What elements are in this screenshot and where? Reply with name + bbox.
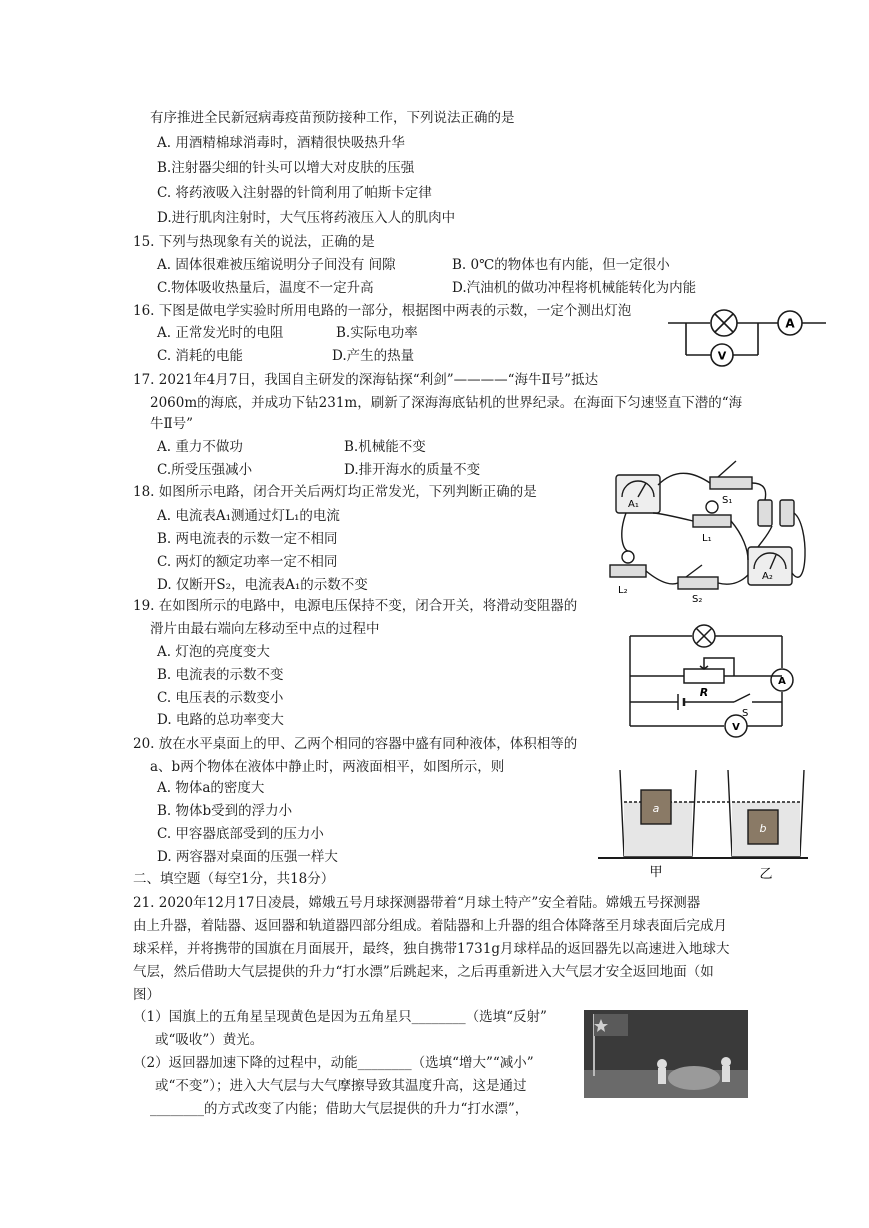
q16-option-b: B.实际电功率 [336, 325, 418, 341]
q19-option-c: C. 电压表的示数变小 [157, 690, 284, 706]
q14-option-c: C. 将药液吸入注射器的针筒利用了帕斯卡定律 [157, 185, 432, 201]
q19-stem-line1: 19. 在如图所示的电路中，电源电压保持不变，闭合开关，将滑动变阻器的 [133, 598, 578, 614]
q21-moon-photo [584, 1010, 748, 1098]
q18-option-a: A. 电流表A₁测通过灯L₁的电流 [157, 508, 340, 524]
q21-sub1-line2: 或“吸收”）黄光。 [155, 1032, 264, 1048]
q20-option-b: B. 物体b受到的浮力小 [157, 803, 293, 819]
q16-circuit-figure [668, 308, 826, 370]
q18-label-a2: A₂ [762, 571, 773, 582]
lamp-l2-icon [610, 565, 646, 577]
q16-option-a: A. 正常发光时的电阻 [157, 325, 284, 341]
q21-para-line4: 气层，然后借助大气层提供的升力“打水漂”后跳起来，之后再重新进入大气层才安全返回地面（如 [133, 964, 714, 980]
q16-voltmeter-label: V [717, 349, 727, 363]
q15-option-a: A. 固体很难被压缩说明分子间没有 间隙 [157, 257, 396, 273]
q18-option-c: C. 两灯的额定功率一定不相同 [157, 554, 338, 570]
q20-option-a: A. 物体a的密度大 [157, 780, 265, 796]
battery-icon [758, 500, 772, 526]
q18-label-l1: L₁ [702, 533, 712, 544]
q17-option-a: A. 重力不做功 [157, 439, 243, 455]
lamp-l1-icon [693, 515, 731, 527]
q20-stem-line2: a、b两个物体在液体中静止时，两液面相平，如图所示，则 [150, 759, 505, 775]
q17-option-d: D.排开海水的质量不变 [344, 462, 481, 478]
q21-para-line5: 图） [133, 987, 160, 1003]
section-2-heading: 二、填空题（每空1分，共18分） [133, 871, 335, 887]
q21-sub2-line1: （2）返回器加速下降的过程中，动能________（选填“增大”“减小” [133, 1055, 534, 1071]
q14-option-a: A. 用酒精棉球消毒时，酒精很快吸热升华 [157, 135, 405, 151]
q20-label-a: a [652, 802, 660, 815]
q19-label-voltmeter: V [732, 722, 740, 733]
q19-label-ammeter: A [778, 676, 786, 687]
q17-stem-line2: 2060m的海底，并成功下钻231m，刷新了深海海底钻机的世界纪录。在海面下匀速竖直下潜的“海 [150, 395, 743, 411]
switch-s1-icon [710, 477, 752, 489]
q18-circuit-figure [598, 455, 813, 605]
q18-label-s2: S₂ [692, 594, 703, 605]
q18-label-s1: S₁ [722, 495, 733, 506]
q15-option-d: D.汽油机的做功冲程将机械能转化为内能 [452, 280, 697, 296]
q21-para-line2: 由上升器，着陆器、返回器和轨道器四部分组成。着陆器和上升器的组合体降落至月球表面后完成月 [133, 918, 727, 934]
q20-stem-line1: 20. 放在水平桌面上的甲、乙两个相同的容器中盛有同种液体，体积相等的 [133, 736, 578, 752]
q18-option-d: D. 仅断开S₂，电流表A₁的示数不变 [157, 577, 368, 593]
q20-option-d: D. 两容器对桌面的压强一样大 [157, 849, 338, 865]
q15-option-b: B. 0℃的物体也有内能，但一定很小 [452, 257, 670, 273]
q19-stem-line2: 滑片由最右端向左移动至中点的过程中 [150, 621, 380, 637]
q17-option-c: C.所受压强减小 [157, 462, 253, 478]
q18-stem: 18. 如图所示电路，闭合开关后两灯均正常发光，下列判断正确的是 [133, 484, 537, 500]
q20-option-c: C. 甲容器底部受到的压力小 [157, 826, 324, 842]
q16-ammeter-label: A [785, 316, 795, 331]
q20-label-b: b [759, 822, 767, 835]
q14-stem: 有序推进全民新冠病毒疫苗预防接种工作，下列说法正确的是 [150, 110, 515, 126]
rheostat-icon [684, 669, 724, 683]
q14-option-d: D.进行肌肉注射时，大气压将药液压入人的肌肉中 [157, 210, 456, 226]
q19-circuit-figure [622, 622, 800, 744]
q21-sub2-line2: 或“不变”）；进入大气层与大气摩擦导致其温度升高，这是通过 [155, 1078, 527, 1094]
q20-label-yi: 乙 [759, 867, 773, 882]
q15-option-c: C.物体吸收热量后，温度不一定升高 [157, 280, 374, 296]
q17-option-b: B.机械能不变 [344, 439, 426, 455]
switch-s2-icon [678, 577, 718, 589]
q19-option-a: A. 灯泡的亮度变大 [157, 644, 270, 660]
q20-containers-figure [598, 760, 808, 882]
q17-stem-line3: 牛Ⅱ号” [150, 416, 194, 432]
q19-label-r: R [699, 686, 709, 699]
q16-option-d: D.产生的热量 [332, 348, 415, 364]
q16-option-c: C. 消耗的电能 [157, 348, 243, 364]
q19-label-s: S [742, 708, 749, 719]
q17-stem-line1: 17. 2021年4月7日，我国自主研发的深海钻探“利剑”————“海牛Ⅱ号”抵达 [133, 372, 599, 388]
q20-label-jia: 甲 [649, 865, 663, 880]
q16-stem: 16. 下图是做电学实验时所用电路的一部分，根据图中两表的示数，一定个测出灯泡 [133, 303, 632, 319]
switch-icon [734, 694, 750, 702]
q15-stem: 15. 下列与热现象有关的说法，正确的是 [133, 234, 375, 250]
q19-option-d: D. 电路的总功率变大 [157, 712, 284, 728]
q21-para-line1: 21. 2020年12月17日凌晨，嫦娥五号月球探测器带着“月球土特产”安全着陆。嫦娥五号探测器 [133, 895, 701, 911]
q18-option-b: B. 两电流表的示数一定不相同 [157, 531, 338, 547]
q14-option-b: B.注射器尖细的针头可以增大对皮肤的压强 [157, 160, 415, 176]
q18-label-l2: L₂ [618, 585, 628, 596]
q21-para-line3: 球采样，并将携带的国旗在月面展开，最终，独自携带1731g月球样品的返回器先以高速进入地球大 [133, 941, 730, 957]
q21-sub2-line3: ________的方式改变了内能；借助大气层提供的升力“打水漂”， [150, 1101, 529, 1117]
q18-label-a1: A₁ [628, 499, 639, 510]
q21-sub1-line1: （1）国旗上的五角星呈现黄色是因为五角星只________（选填“反射” [133, 1009, 547, 1025]
capsule-icon [668, 1066, 720, 1090]
q19-option-b: B. 电流表的示数不变 [157, 667, 284, 683]
